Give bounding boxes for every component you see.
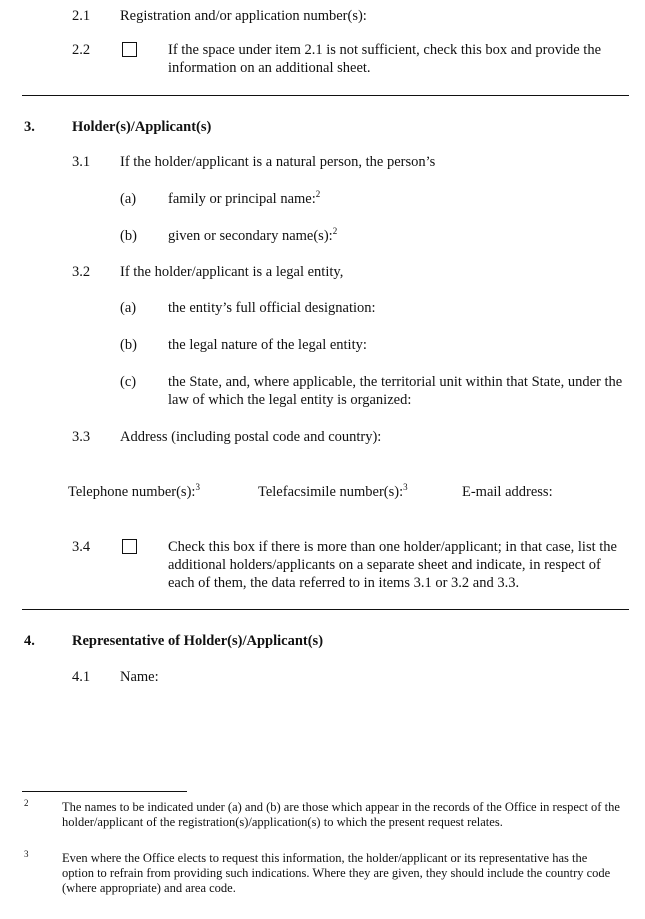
item-3-1b-text: given or secondary name(s):$^2$ [168,226,338,244]
item-3-4-number: 3.4 [72,539,91,555]
item-3-2b-label: (b) [120,337,137,353]
item-4-1-number: 4.1 [72,669,91,685]
section-4-number: 4. [24,633,35,649]
footnote-divider [22,791,187,792]
section-3-title: Holder(s)/Applicant(s) [72,119,212,135]
footnote-3-text: Even where the Office elects to request this information, the holder/applicant or its representative has the option to refrain from providing such indications. Where they are given, they should include the country code (where appropriate) and area code. [62,851,611,895]
section-divider [22,95,629,96]
email-label: E-mail address: [462,484,553,500]
footnote-3-mark: 3 [24,849,29,859]
section-3-number: 3. [24,119,35,135]
section-4-title: Representative of Holder(s)/Applicant(s) [72,633,324,649]
item-3-3-text: Address (including postal code and country): [120,429,382,445]
item-3-2-text: If the holder/applicant is a legal entity, [120,264,344,280]
footnote-2-text: The names to be indicated under (a) and (b) are those which appear in the records of the Office in respect of the holder/applicant of the registration(s)/application(s) to which the present request relates. [62,800,620,829]
item-3-2b-text: the legal nature of the legal entity: [168,337,367,353]
item-3-4-checkbox[interactable] [122,539,137,554]
footnote-2-mark: 2 [24,798,29,808]
item-3-2c-text: the State, and, where applicable, the territorial unit within that State, under the law of which the legal entity is organized: [168,374,623,408]
item-2-2-text: If the space under item 2.1 is not sufficient, check this box and provide the information on an additional sheet. [168,42,602,76]
footnote-ref: 2 [315,189,321,199]
item-3-1-text: If the holder/applicant is a natural person, the person’s [120,154,436,170]
item-3-2c-label: (c) [120,374,137,390]
item-3-2a-text: the entity’s full official designation: [168,300,376,316]
item-3-2-number: 3.2 [72,264,91,280]
item-3-1a-text: family or principal name:$^2$ [168,189,321,207]
item-2-2-checkbox[interactable] [122,42,137,57]
item-4-1-text: Name: [120,669,159,685]
item-3-3-number: 3.3 [72,429,91,445]
item-3-1-number: 3.1 [72,154,91,170]
footnote-ref: 2 [332,226,338,236]
footnote-ref: 3 [195,482,200,492]
section-divider [22,609,629,610]
item-2-1-number: 2.1 [72,8,91,24]
item-3-2a-label: (a) [120,300,137,316]
item-3-1b-label: (b) [120,228,137,244]
fax-label: Telefacsimile number(s):$^3$ [258,482,408,500]
telephone-label: Telephone number(s):$^3$ [68,482,200,500]
item-3-1a-label: (a) [120,191,137,207]
item-2-2-number: 2.2 [72,42,91,58]
item-3-4-text: Check this box if there is more than one holder/applicant; in that case, list the additional holders/applicants on a separate sheet and indicate, in respect of each of them, the data referred to in items 3.1 or 3.2 and 3.3. [168,539,617,591]
item-2-1-label: Registration and/or application number(s): [120,8,367,24]
footnote-ref: 3 [403,482,408,492]
